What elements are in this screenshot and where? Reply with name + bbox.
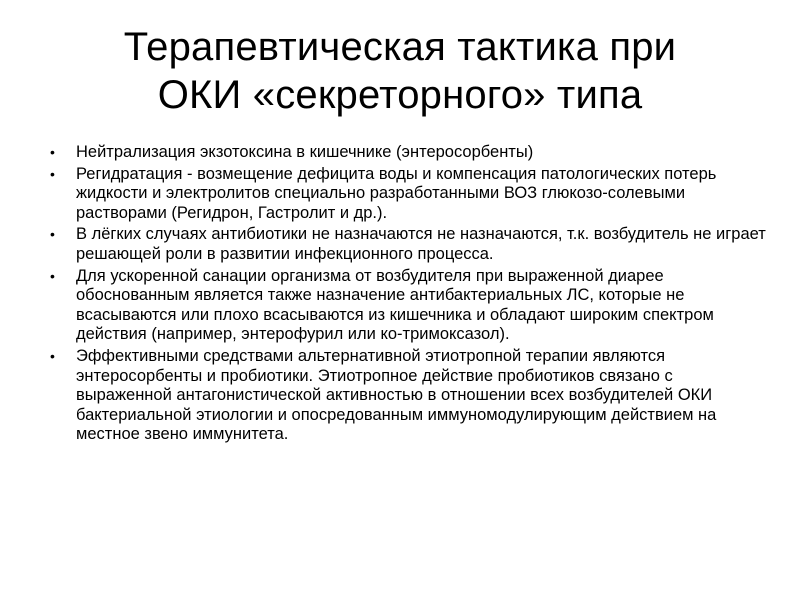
- bullet-item-probiotics: [50, 347, 772, 445]
- bullet-text: Нейтрализация экзотоксина в кишечнике (энтеросорбенты): [76, 143, 534, 161]
- bullet-marker: •: [50, 267, 55, 284]
- bullet-text: Для ускоренной санации организма от возбудителя при выраженной диарее обоснованным является также назначение антибактериальных ЛС, которые не всасываются или плохо всасываются из кишечника и обладают широким спектром действия (например, энтерофурил или ко-тримоксазол).: [76, 266, 714, 344]
- slide-title-line-2: ОКИ «секреторного» типа: [157, 73, 643, 117]
- slide-title-line-1: Терапевтическая тактика при: [123, 25, 677, 69]
- bullet-marker: •: [50, 165, 55, 182]
- bullet-text: Эффективными средствами альтернативной этиотропной терапии являются энтеросорбенты и пробиотики. Этиотропное действие пробиотиков связано с выраженной антагонистической активностью в отношении всех возбудителей ОКИ бактериальной этиологии и опосредованным иммуномодулирующим действием на местное звено иммунитета.: [76, 346, 717, 444]
- bullet-text: Регидратация - возмещение дефицита воды и компенсация патологических потерь жидкости и электролитов специально разработанными ВОЗ глюкозо-солевыми растворами (Регидрон, Гастролит и др.).: [76, 164, 717, 222]
- bullet-item-rehydration: [50, 165, 772, 224]
- bullet-marker: •: [50, 226, 55, 243]
- bullet-item-antibacterial: [50, 267, 772, 345]
- bullet-list: [50, 143, 772, 447]
- bullet-marker: •: [50, 347, 55, 364]
- bullet-text: В лёгких случаях антибиотики не назначаются не назначаются, т.к. возбудитель не играет решающей роли в развитии инфекционного процесса.: [76, 225, 766, 263]
- slide-title: [40, 23, 760, 119]
- bullet-item-neutralization: [50, 143, 772, 163]
- bullet-marker: •: [50, 144, 55, 160]
- bullet-item-mild-cases: [50, 225, 772, 264]
